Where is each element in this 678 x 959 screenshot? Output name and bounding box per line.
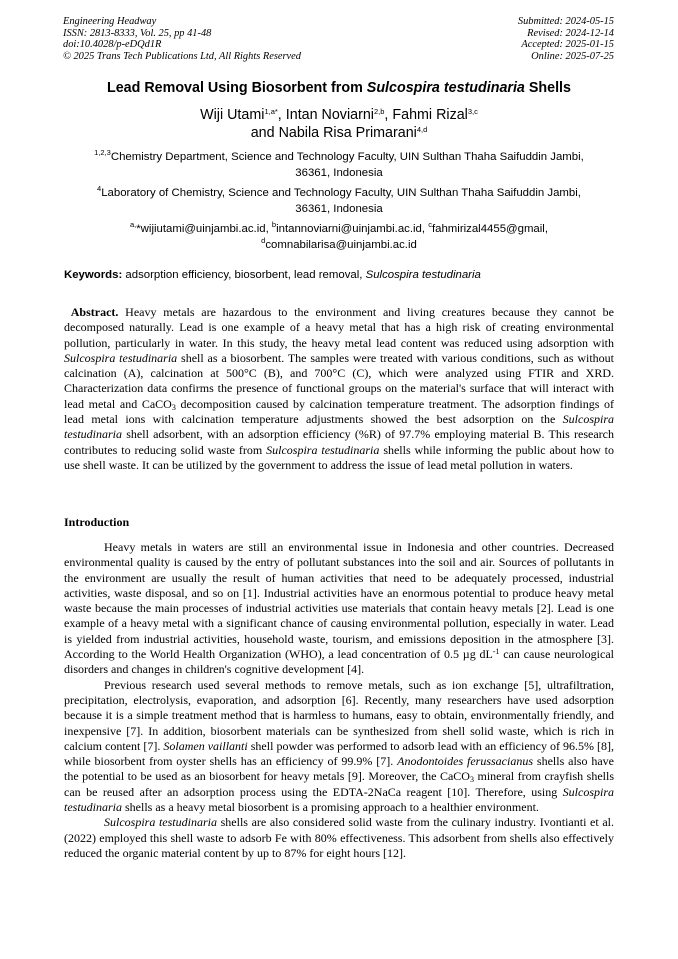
author-emails xyxy=(64,221,614,253)
journal-doi[interactable]: doi:10.4028/p-eDQd1R xyxy=(63,39,162,50)
email-link-c[interactable]: fahmirizal4455@gmail, xyxy=(431,223,548,235)
affiliation-line: 36361, Indonesia xyxy=(295,203,383,215)
paper-title xyxy=(40,80,638,96)
date-revised: Revised: 2024-12-14 xyxy=(527,27,614,39)
paragraph-text: shells also have the potential to be used as an biosorbent for heavy metals [9]. Moreover, the CaCO xyxy=(64,754,614,784)
affiliation-marker: 4 xyxy=(97,184,102,193)
email-marker: c xyxy=(428,220,432,229)
title-prefix: Lead Removal Using Biosorbent from xyxy=(107,80,367,96)
date-online: Online: 2025-07-25 xyxy=(531,50,614,62)
species-name: Solamen vaillanti xyxy=(163,738,248,753)
paragraph xyxy=(64,540,614,678)
introduction-body xyxy=(64,540,614,861)
author-separator: , xyxy=(277,107,282,123)
abstract-label: Abstract. xyxy=(70,305,119,319)
superscript: -1 xyxy=(492,647,500,657)
keywords-line xyxy=(64,269,624,281)
author-name: Fahmi Rizal xyxy=(392,107,468,123)
email-line-1 xyxy=(64,221,614,237)
email-marker: a, xyxy=(129,220,137,229)
affiliation-text: Chemistry Department, Science and Technology Faculty, UIN Sulthan Thaha Saifuddin Jambi, xyxy=(110,151,584,163)
affiliation-line xyxy=(64,149,614,165)
title-suffix: Shells xyxy=(524,80,571,96)
paragraph-text: Heavy metals in waters are still an environmental issue in Indonesia and other countries. Decreased environmental quality is caused by the entry of pollutant substances into the soil and air. Sources of pollutants in the environment are usually the result of human activities that need to be adequately processed, industrial activities, waste disposal, and so on [1]. Industrial activities have an enormous potential to produce heavy metal waste because the main processes of industrial activities use materials that contain heavy metals [2]. Lead is one example of a heavy metal with a significant chance of causing environmental pollution, especially in water. Lead is yielded from industrial activities, household waste, tourism, and emissions deposition in the atmosphere [3]. According to the World Health Organization (WHO), a lead concentration of 0.5 µg dL xyxy=(64,540,614,662)
abstract-text: shells while informing the public about how to use shell waste. It can be utilized by the government to address the issue of lead metal pollution in waters. xyxy=(64,442,615,472)
date-accepted: Accepted: 2025-01-15 xyxy=(521,39,614,50)
author-affil-marker: 3,c xyxy=(467,107,478,116)
affiliation-marker: 1,2,3 xyxy=(94,148,111,157)
subscript: 3 xyxy=(469,775,474,785)
email-marker: d xyxy=(261,236,266,245)
title-species: Sulcospira testudinaria xyxy=(366,80,525,96)
subscript: 3 xyxy=(171,402,176,412)
author-affil-marker: 4,d xyxy=(416,125,428,134)
paragraph-text: mineral from crayfish shells can be reused after an adsorption process using the EDTA-2NaCa reagent [10]. Therefore, using xyxy=(64,769,614,799)
journal-issn: ISSN: 2813-8333, Vol. 25, pp 41-48 xyxy=(63,27,212,39)
author-line-1 xyxy=(40,106,638,124)
email-link-b[interactable]: intannoviarni@uinjambi.ac.id, xyxy=(276,223,426,235)
paragraph-text: can cause neurological disorders and changes in children's cognitive development [4]. xyxy=(64,647,614,677)
email-link-d[interactable]: comnabilarisa@uinjambi.ac.id xyxy=(265,239,417,251)
email-link-a[interactable]: *wijiutami@uinjambi.ac.id, xyxy=(136,223,269,235)
affiliation-1 xyxy=(64,149,614,181)
abstract-text: shell adsorbent, with an adsorption efficiency (%R) of 97.7% employing material B. This research contributes to reducing solid waste from xyxy=(64,427,614,457)
date-submitted: Submitted: 2024-05-15 xyxy=(517,16,614,27)
species-name: Anodontoides ferussacianus xyxy=(397,754,534,769)
abstract-text: shell as a biosorbent. The samples were treated with various conditions, such as without calcination (A), calcination at 500°C (B), and 700°C (C), which were analyzed using FTIR and XRD. Characterization data confirms the presence of functional groups on the material's surface that will interact with lead metal and CaCO xyxy=(64,350,614,411)
affiliation-text: Laboratory of Chemistry, Science and Technology Faculty, UIN Sulthan Thaha Saifuddin Jambi, xyxy=(101,187,581,199)
species-name: Sulcospira testudinaria xyxy=(64,350,178,365)
paragraph-text: shells are also considered solid waste from the culinary industry. Ivontianti et al. (2022) employed this shell waste to adsorb Fe with 80% effectiveness. This adsorbent from shells also effectively reduced the organic material content by up to 87% for eight hours [12]. xyxy=(64,815,614,860)
species-name: Sulcospira testudinaria xyxy=(266,442,380,457)
email-line-2 xyxy=(64,237,614,253)
affiliation-2 xyxy=(64,185,614,217)
author-name: Intan Noviarni xyxy=(285,107,374,123)
paragraph xyxy=(64,678,614,816)
keywords-species: Sulcospira testudinaria xyxy=(365,269,481,281)
affiliation-line: 36361, Indonesia xyxy=(295,167,383,179)
author-list xyxy=(40,106,638,142)
email-marker: b xyxy=(271,220,277,229)
paragraph-text: shell powder was performed to adsorb lead with an efficiency of 96.5% [8], while biosorbent from oyster shells has an efficiency of 99.9% [7]. xyxy=(64,738,615,769)
author-line-2 xyxy=(40,124,638,142)
species-name: Sulcospira testudinaria xyxy=(64,784,615,815)
author-affil-marker: 2,b xyxy=(373,107,385,116)
species-name: Sulcospira testudinaria xyxy=(104,815,217,830)
journal-copyright: © 2025 Trans Tech Publications Ltd, All Rights Reserved xyxy=(63,50,301,62)
author-name: Wiji Utami xyxy=(200,107,265,123)
abstract xyxy=(64,305,614,473)
keywords-list: adsorption efficiency, biosorbent, lead removal, xyxy=(125,269,363,281)
author-name: Nabila Risa Primarani xyxy=(278,125,417,141)
paragraph-text: shells as a heavy metal biosorbent is a promising approach to a healthier environment. xyxy=(125,800,539,815)
section-heading-introduction: Introduction xyxy=(64,515,130,529)
paragraph-text: Previous research used several methods to remove metals, such as ion exchange [5], ultrafiltration, precipitation, electrolysis, evaporation, and adsorption [6]. Recently, many researchers have used adsorption because it is a simple treatment method that is harmless to humans, easy to obtain, environmentally friendly, and inexpensive [7]. In addition, biosorbent materials can be synthesized from shell solid waste, which is rich in calcium content [7]. xyxy=(64,677,614,753)
paragraph xyxy=(64,815,614,861)
publication-dates xyxy=(518,16,614,62)
abstract-text: Heavy metals are hazardous to the environment and living creatures because they cannot be decomposed naturally. Lead is one example of a heavy metal that has a high risk of creating environmental pollution, particularly in water. In this study, the heavy metal lead content was reduced using adsorption with xyxy=(64,305,615,350)
author-separator: , xyxy=(384,107,389,123)
journal-name: Engineering Headway xyxy=(63,16,157,27)
affiliation-line xyxy=(64,185,614,201)
author-conjunction: and xyxy=(250,125,275,141)
abstract-text: decomposition caused by calcination temperature treatment. The adsorption findings of lead metal ions with calcination temperature adjustments showed the best adsorption on the xyxy=(64,396,614,427)
species-name: Sulcospira testudinaria xyxy=(64,412,615,442)
keywords-label: Keywords: xyxy=(64,269,123,281)
journal-info xyxy=(63,16,301,62)
author-affil-marker: 1,a* xyxy=(264,107,278,116)
